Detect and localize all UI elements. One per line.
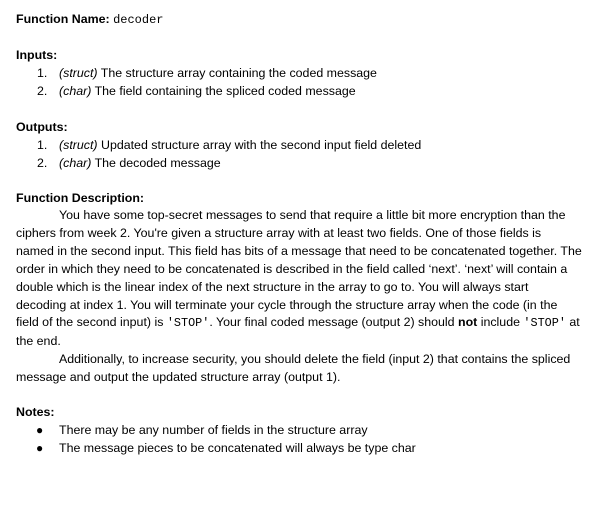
outputs-heading: Outputs: xyxy=(16,120,68,134)
output-item-number: 1. xyxy=(37,138,48,152)
function-name-line xyxy=(16,10,164,29)
inputs-list xyxy=(16,64,582,100)
notes-list xyxy=(16,421,582,457)
inputs-heading: Inputs: xyxy=(16,48,58,62)
outputs-list xyxy=(16,136,582,172)
notes-heading: Notes: xyxy=(16,405,55,419)
output-item-number: 2. xyxy=(37,156,48,170)
description-paragraph-1 xyxy=(16,207,582,351)
description-text-part: You have some top-secret messages to send that require a little bit more encryption than the ciphers from week 2. You're given a structure array with at least two fields. One of those fields is named in the second input. This field has bits of a message that need to be concatenated together. The order in which they need to be concatenated is described in the field called ‘next’. ‘next’ will contain a double which is the linear index of the next structure in the array to go to. You will always start decoding at index 1. You will terminate your cycle through the structure array when the code (in the field of the second input) is xyxy=(16,208,582,330)
output-item xyxy=(16,154,582,172)
description-text-part: . Your final coded message (output 2) should xyxy=(209,315,458,330)
input-item-number: 1. xyxy=(37,66,48,80)
output-item-text: The decoded message xyxy=(91,156,221,170)
output-item-type: (char) xyxy=(59,156,92,170)
description-body xyxy=(16,207,582,387)
note-item xyxy=(16,439,582,457)
description-section xyxy=(16,189,582,387)
note-item xyxy=(16,421,582,439)
output-item xyxy=(16,136,582,154)
code-stop-literal: 'STOP' xyxy=(166,316,210,331)
description-text-part: include xyxy=(477,315,524,330)
note-item-text: There may be any number of fields in the structure array xyxy=(59,423,368,437)
input-item-type: (struct) xyxy=(59,66,98,80)
function-name-value: decoder xyxy=(113,13,164,27)
input-item-number: 2. xyxy=(37,84,48,98)
input-item xyxy=(16,82,582,100)
description-paragraph-2: Additionally, to increase security, you should delete the field (input 2) that contains the spliced message and output the updated structure array (output 1). xyxy=(16,352,571,385)
input-item xyxy=(16,64,582,82)
code-stop-literal: 'STOP' xyxy=(523,316,566,331)
description-heading: Function Description: xyxy=(16,191,145,205)
function-name-label: Function Name: xyxy=(16,12,110,26)
function-name-section xyxy=(16,10,164,29)
bullet-icon: ● xyxy=(36,441,44,455)
input-item-text: The field containing the spliced coded message xyxy=(91,84,356,98)
note-item-text: The message pieces to be concatenated will always be type char xyxy=(59,441,416,455)
bullet-icon: ● xyxy=(36,423,44,437)
input-item-type: (char) xyxy=(59,84,92,98)
output-item-type: (struct) xyxy=(59,138,98,152)
description-text-part: at the end. xyxy=(16,315,580,349)
notes-section xyxy=(16,403,582,457)
input-item-text: The structure array containing the coded message xyxy=(97,66,377,80)
outputs-section xyxy=(16,118,582,172)
inputs-section xyxy=(16,46,582,100)
emphasis-not: not xyxy=(458,315,478,330)
output-item-text: Updated structure array with the second input field deleted xyxy=(97,138,422,152)
